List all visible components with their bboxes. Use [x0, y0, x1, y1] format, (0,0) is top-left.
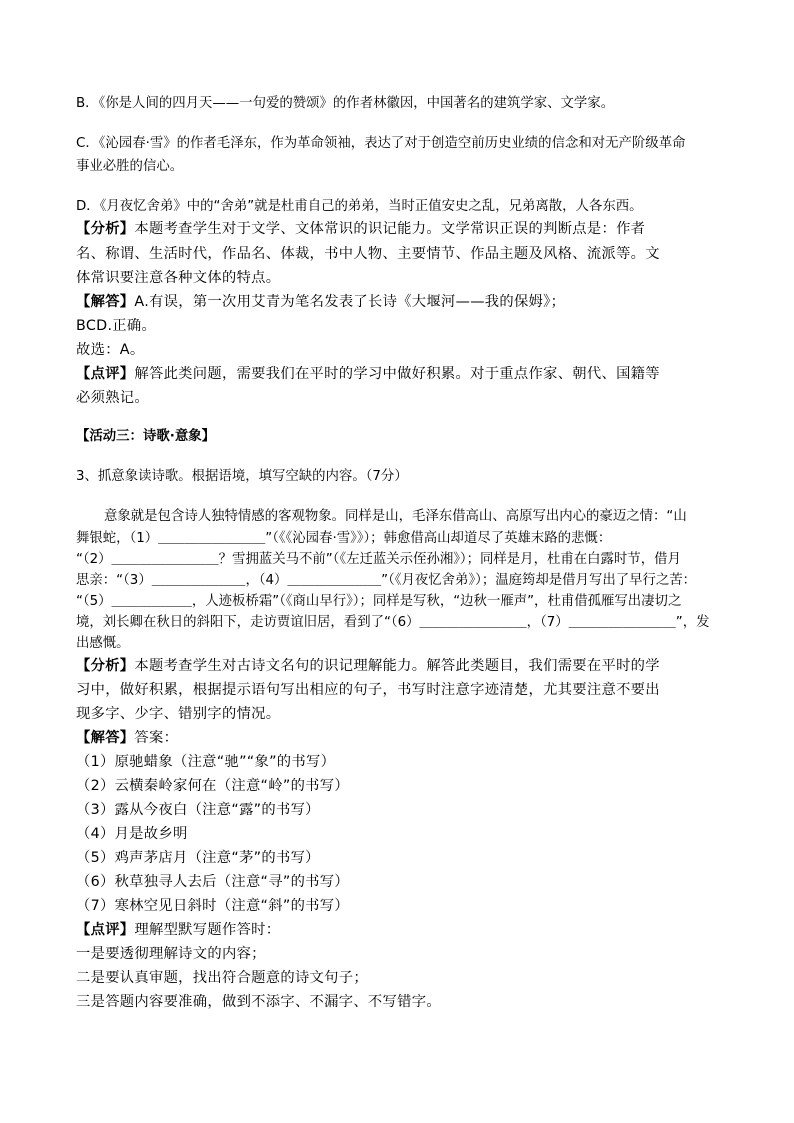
option-d: D．《月夜忆舍弟》中的“舍弟”就是杜甫自己的弟弟，当时正值安史之乱，兄弟离散，人各东西。 — [76, 199, 643, 214]
q2-review-line2: 必须熟记。 — [76, 390, 149, 406]
q2-answer-line3: 故选：A。 — [76, 342, 145, 358]
answer-text: A.有误，第一次用艾青为笔名发表了长诗《大堰河——我的保姆》； — [134, 294, 566, 310]
answer-item: （2）云横秦岭家何在（注意“岭”的书写） — [76, 778, 349, 794]
q3-passage-line1: 意象就是包含诗人独特情感的客观物象。同样是山，毛泽东借高山、高原写出内心的豪迈之情：“山 — [104, 509, 687, 524]
q3-analysis-line2: 习中，做好积累，根据提示语句写出相应的句子，书写时注意字迹清楚，尤其要注意不要出 — [76, 682, 660, 698]
answer-item: （7）寒林空见日斜时（注意“斜”的书写） — [76, 898, 349, 914]
q2-review-line1 — [76, 364, 726, 384]
analysis-text: 本题考查学生对于文学、文体常识的识记能力。文学常识正误的判断点是：作者 — [134, 221, 646, 237]
q3-review-line4: 三是答题内容要准确，做到不添字、不漏字、不写错字。 — [76, 994, 441, 1010]
answer-item: （3）露从今夜白（注意“露”的书写） — [76, 802, 320, 818]
option-b: B．《你是人间的四月天——一句爱的赞颂》的作者林徽因，中国著名的建筑学家、文学家。 — [76, 96, 615, 111]
q3-analysis-line3: 现多字、少字、错别字的情况。 — [76, 706, 281, 722]
answer-item: （4）月是故乡明 — [76, 826, 188, 842]
review-text: 理解型默写题作答时： — [134, 922, 281, 938]
q3-passage-line7: 出感慨。 — [76, 636, 130, 651]
answer-label: 答案： — [134, 730, 179, 746]
answer-tag: 【解答】 — [76, 730, 135, 746]
q3-passage-line2: 舞银蛇，（1）＿＿＿＿＿＿＿＿”（《《沁园春·雪》》）；韩愈借高山却道尽了英雄末路的悲慨： — [76, 531, 612, 546]
analysis-tag: 【分析】 — [76, 221, 135, 237]
answer-item: （5）鸡声茅店月（注意“茅”的书写） — [76, 850, 320, 866]
q3-passage-line4: 思亲：“（3）＿＿＿＿＿＿＿，（4）＿＿＿＿＿＿＿”（《月夜忆舍弟》）；温庭筠却是借月写出了早行之苦： — [76, 573, 697, 588]
answer-tag: 【解答】 — [76, 294, 135, 310]
q3-passage-line5: “（5）＿＿＿＿＿＿，人迹板桥霜”（《商山早行》）；同样是写秋，“边秋一雁声”，杜甫借孤雁写出凄切之 — [76, 594, 682, 609]
q3-answer-header — [76, 728, 726, 748]
answer-item: （6）秋草独寻人去后（注意“寻”的书写） — [76, 874, 349, 890]
activity-title: 【活动三：诗歌·意象】 — [76, 429, 215, 444]
q3-passage-line3: “（2）＿＿＿＿＿＿＿＿？雪拥蓝关马不前”（《左迁蓝关示侄孙湘》）；同样是月，杜甫在白露时节，借月 — [76, 552, 681, 567]
option-c-line2: 事业必胜的信心。 — [76, 159, 184, 174]
q2-answer-line2: BCD.正确。 — [76, 318, 157, 334]
q3-analysis-line1 — [76, 656, 726, 676]
q3-question: 3、抓意象读诗歌。根据语境，填写空缺的内容。（7分） — [76, 469, 408, 484]
analysis-tag: 【分析】 — [76, 658, 135, 674]
answer-item: （1）原驰蜡象（注意“驰”“象”的书写） — [76, 754, 336, 770]
option-c-line1: C．《沁园春·雪》的作者毛泽东，作为革命领袖，表达了对于创造空前历史业绩的信念和对无产阶级革命 — [76, 136, 686, 151]
analysis-text: 本题考查学生对古诗文名句的识记理解能力。解答此类题目，我们需要在平时的学 — [134, 658, 660, 674]
review-tag: 【点评】 — [76, 366, 135, 382]
q3-review-line2: 一是要透彻理解诗文的内容； — [76, 946, 266, 962]
q3-review-line1 — [76, 920, 726, 940]
q2-analysis-line1 — [76, 219, 726, 239]
q3-passage-line6: 境，刘长卿在秋日的斜阳下，走访贾谊旧居，看到了“（6）＿＿＿＿＿＿＿＿，（7）＿＿＿＿＿＿＿＿”，发 — [76, 615, 710, 630]
q2-analysis-line3: 体常识要注意各种文体的特点。 — [76, 270, 281, 286]
q2-answer-line1 — [76, 292, 726, 312]
review-tag: 【点评】 — [76, 922, 135, 938]
q2-analysis-line2: 名、称谓、生活时代，作品名、体裁，书中人物、主要情节、作品主题及风格、流派等。文 — [76, 246, 660, 262]
review-text: 解答此类问题，需要我们在平时的学习中做好积累。对于重点作家、朝代、国籍等 — [134, 366, 660, 382]
q3-review-line3: 二是要认真审题，找出符合题意的诗文句子； — [76, 970, 368, 986]
